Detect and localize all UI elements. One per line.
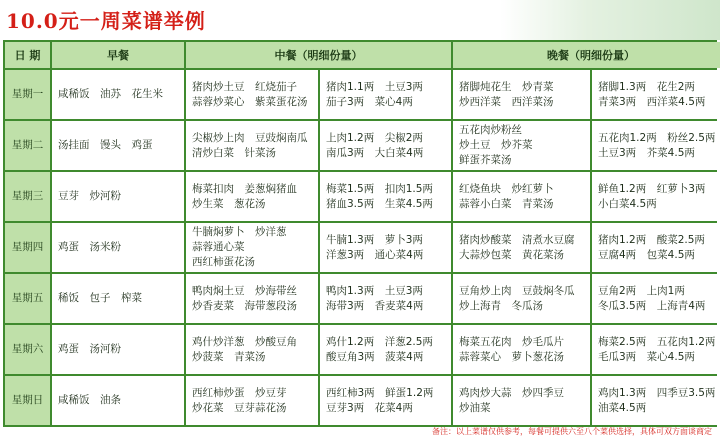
dinner-portions-cell bbox=[592, 172, 720, 221]
menu-line: 炒菠菜 青菜汤 bbox=[192, 350, 266, 363]
lunch-portions-cell bbox=[320, 172, 451, 221]
menu-line: 南瓜3两 大白菜4两 bbox=[326, 146, 424, 159]
menu-line: 豆芽3两 花菜4两 bbox=[326, 401, 413, 414]
dinner-dishes-cell bbox=[453, 325, 590, 374]
menu-line: 茄子3两 菜心4两 bbox=[326, 95, 413, 108]
menu-line: 豆角炒上肉 豆鼓焖冬瓜 bbox=[459, 284, 575, 297]
dinner-dishes-cell bbox=[453, 274, 590, 323]
menu-line: 蒜蓉小白菜 青菜汤 bbox=[459, 197, 554, 210]
menu-line: 猪脚1.3两 花生2两 bbox=[598, 80, 695, 93]
menu-line: 五花肉炒粉丝 bbox=[459, 124, 522, 136]
dinner-dishes-cell bbox=[453, 121, 590, 170]
lunch-dishes-cell bbox=[186, 70, 318, 119]
menu-line: 猪肉炒酸菜 清煮水豆腐 bbox=[459, 233, 575, 246]
dinner-dishes-cell bbox=[453, 70, 590, 119]
menu-line: 炒花菜 豆芽蒜花汤 bbox=[192, 401, 287, 414]
header-dinner: 晚餐（明细份量） bbox=[453, 42, 720, 68]
dinner-dishes-cell bbox=[453, 223, 590, 272]
menu-line: 蒜蓉炒菜心 紫菜蛋花汤 bbox=[192, 95, 308, 108]
lunch-portions-cell bbox=[320, 325, 451, 374]
dinner-portions-cell bbox=[592, 121, 720, 170]
menu-line: 土豆3两 芥菜4.5两 bbox=[598, 146, 695, 159]
breakfast-cell: 鸡蛋 汤河粉 bbox=[52, 325, 184, 374]
lunch-dishes-cell bbox=[186, 121, 318, 170]
menu-line: 鸡肉1.3两 四季豆3.5两 bbox=[598, 386, 716, 399]
menu-line: 洋葱3两 通心菜4两 bbox=[326, 248, 424, 261]
menu-line: 毛瓜3两 菜心4.5两 bbox=[598, 350, 695, 363]
header-leaf-decoration bbox=[500, 0, 720, 40]
weekly-menu-table bbox=[3, 40, 717, 427]
menu-line: 酸豆角3两 菠菜4两 bbox=[326, 350, 424, 363]
menu-line: 炒油菜 bbox=[459, 401, 491, 414]
lunch-dishes-cell bbox=[186, 376, 318, 425]
menu-line: 鸡什1.2两 洋葱2.5两 bbox=[326, 335, 433, 348]
menu-line: 小白菜4.5两 bbox=[598, 197, 657, 210]
menu-line: 豆角2两 上肉1两 bbox=[598, 284, 685, 297]
lunch-dishes-cell bbox=[186, 223, 318, 272]
menu-line: 西红柿炒蛋 炒豆芽 bbox=[192, 386, 287, 399]
menu-line: 青菜3两 西洋菜4.5两 bbox=[598, 95, 706, 108]
day-cell: 星期日 bbox=[5, 376, 50, 425]
menu-line: 猪血3.5两 生菜4.5两 bbox=[326, 197, 433, 210]
lunch-portions-cell bbox=[320, 121, 451, 170]
menu-line: 鲜蛋芥菜汤 bbox=[459, 154, 512, 166]
menu-line: 猪脚炖花生 炒青菜 bbox=[459, 80, 554, 93]
header-day: 日 期 bbox=[5, 42, 50, 68]
dinner-dishes-cell bbox=[453, 376, 590, 425]
dinner-portions-cell bbox=[592, 274, 720, 323]
day-cell: 星期二 bbox=[5, 121, 50, 170]
day-cell: 星期五 bbox=[5, 274, 50, 323]
day-cell: 星期一 bbox=[5, 70, 50, 119]
menu-line: 冬瓜3.5两 上海青4两 bbox=[598, 299, 706, 312]
menu-line: 炒西洋菜 西洋菜汤 bbox=[459, 95, 554, 108]
breakfast-cell: 豆芽 炒河粉 bbox=[52, 172, 184, 221]
menu-line: 红烧鱼块 炒红萝卜 bbox=[459, 182, 554, 195]
menu-line: 鸭肉焖土豆 炒海带丝 bbox=[192, 284, 297, 297]
menu-line: 炒上海青 冬瓜汤 bbox=[459, 299, 543, 312]
menu-line: 鸭肉1.3两 土豆3两 bbox=[326, 284, 423, 297]
header-breakfast: 早餐 bbox=[52, 42, 184, 68]
breakfast-cell: 咸稀饭 油苏 花生米 bbox=[52, 70, 184, 119]
day-cell: 星期四 bbox=[5, 223, 50, 272]
lunch-portions-cell bbox=[320, 223, 451, 272]
dinner-portions-cell bbox=[592, 376, 720, 425]
footnote: 备注：以上菜谱仅供参考，每餐可提供六至八个菜供选择，具体可双方面谈商定 bbox=[432, 427, 712, 436]
breakfast-cell: 鸡蛋 汤米粉 bbox=[52, 223, 184, 272]
page-title: 10.0元一周菜谱举例 bbox=[6, 9, 206, 33]
day-cell: 星期三 bbox=[5, 172, 50, 221]
dinner-portions-cell bbox=[592, 325, 720, 374]
menu-line: 猪肉炒土豆 红烧茄子 bbox=[192, 80, 297, 93]
menu-line: 炒土豆 炒芥菜 bbox=[459, 139, 533, 151]
breakfast-cell: 汤挂面 馒头 鸡蛋 bbox=[52, 121, 184, 170]
menu-line: 尖椒炒上肉 豆豉焖南瓜 bbox=[192, 131, 308, 144]
menu-line: 梅菜1.5两 扣肉1.5两 bbox=[326, 182, 433, 195]
menu-line: 蒜蓉菜心 萝卜葱花汤 bbox=[459, 350, 564, 363]
header-lunch: 中餐（明细份量） bbox=[186, 42, 451, 68]
lunch-dishes-cell bbox=[186, 172, 318, 221]
menu-line: 牛腩1.3两 萝卜3两 bbox=[326, 233, 423, 246]
menu-line: 猪肉1.1两 土豆3两 bbox=[326, 80, 423, 93]
menu-line: 西红柿蛋花汤 bbox=[192, 256, 255, 268]
menu-line: 牛腩焖萝卜 炒洋葱 bbox=[192, 226, 287, 238]
lunch-dishes-cell bbox=[186, 274, 318, 323]
menu-line: 蒜蓉通心菜 bbox=[192, 241, 245, 253]
menu-line: 梅菜2.5两 五花肉1.2两 bbox=[598, 335, 716, 348]
dinner-portions-cell bbox=[592, 223, 720, 272]
breakfast-cell: 咸稀饭 油条 bbox=[52, 376, 184, 425]
lunch-portions-cell bbox=[320, 70, 451, 119]
dinner-portions-cell bbox=[592, 70, 720, 119]
menu-line: 海带3两 香麦菜4两 bbox=[326, 299, 424, 312]
menu-line: 五花肉1.2两 粉丝2.5两 bbox=[598, 131, 716, 144]
day-cell: 星期六 bbox=[5, 325, 50, 374]
menu-line: 梅菜五花肉 炒毛瓜片 bbox=[459, 335, 564, 348]
lunch-portions-cell bbox=[320, 376, 451, 425]
dinner-dishes-cell bbox=[453, 172, 590, 221]
menu-line: 上肉1.2两 尖椒2两 bbox=[326, 131, 423, 144]
menu-line: 大蒜炒包菜 黄花菜汤 bbox=[459, 248, 564, 261]
menu-line: 鲜鱼1.2两 红萝卜3两 bbox=[598, 182, 706, 195]
menu-line: 油菜4.5两 bbox=[598, 401, 647, 414]
menu-line: 鸡什炒洋葱 炒酸豆角 bbox=[192, 335, 297, 348]
menu-line: 梅菜扣肉 姜葱焖猪血 bbox=[192, 182, 297, 195]
menu-line: 鸡肉炒大蒜 炒四季豆 bbox=[459, 386, 564, 399]
menu-line: 炒香麦菜 海带葱段汤 bbox=[192, 299, 297, 312]
menu-line: 西红柿3两 鲜蛋1.2两 bbox=[326, 386, 434, 399]
menu-line: 猪肉1.2两 酸菜2.5两 bbox=[598, 233, 705, 246]
lunch-portions-cell bbox=[320, 274, 451, 323]
menu-line: 炒生菜 葱花汤 bbox=[192, 197, 266, 210]
lunch-dishes-cell bbox=[186, 325, 318, 374]
menu-line: 豆腐4两 包菜4.5两 bbox=[598, 248, 695, 261]
menu-line: 清炒白菜 针菜汤 bbox=[192, 146, 276, 159]
breakfast-cell: 稀饭 包子 榨菜 bbox=[52, 274, 184, 323]
